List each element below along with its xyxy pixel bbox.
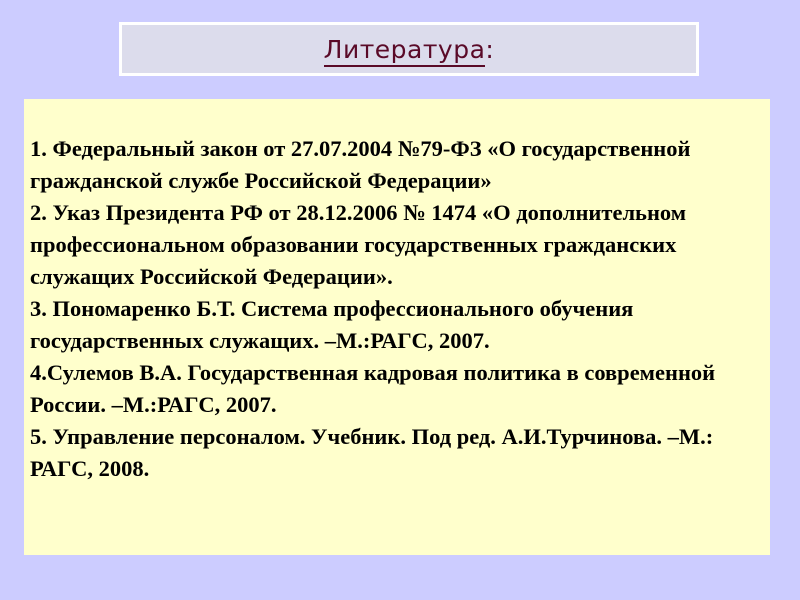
reference-item-5: 5. Управление персоналом. Учебник. Под ред. А.И.Турчинова. –М.: РАГС, 2008. — [30, 424, 714, 481]
reference-item-4: 4.Сулемов В.А. Государственная кадровая политика в современной России. –М.:РАГС, 2007. — [30, 360, 716, 417]
slide-title — [324, 35, 495, 64]
title-box — [119, 22, 699, 76]
slide-title-suffix: : — [485, 34, 495, 64]
reference-item-3: 3. Пономаренко Б.Т. Система профессионального обучения государственных служащих. –М.:РАГС, 2007. — [30, 296, 634, 353]
slide-title-word: Литература — [324, 35, 486, 67]
references-box — [24, 99, 770, 555]
reference-item-2: 2. Указ Президента РФ от 28.12.2006 № 1474 «О дополнительном профессиональном образовании государственных гражданских служащих Российской Федерации». — [30, 200, 687, 289]
references-list — [30, 133, 762, 485]
reference-item-1: 1. Федеральный закон от 27.07.2004 №79-ФЗ «О государственной гражданской службе Российской Федерации» — [30, 136, 691, 193]
